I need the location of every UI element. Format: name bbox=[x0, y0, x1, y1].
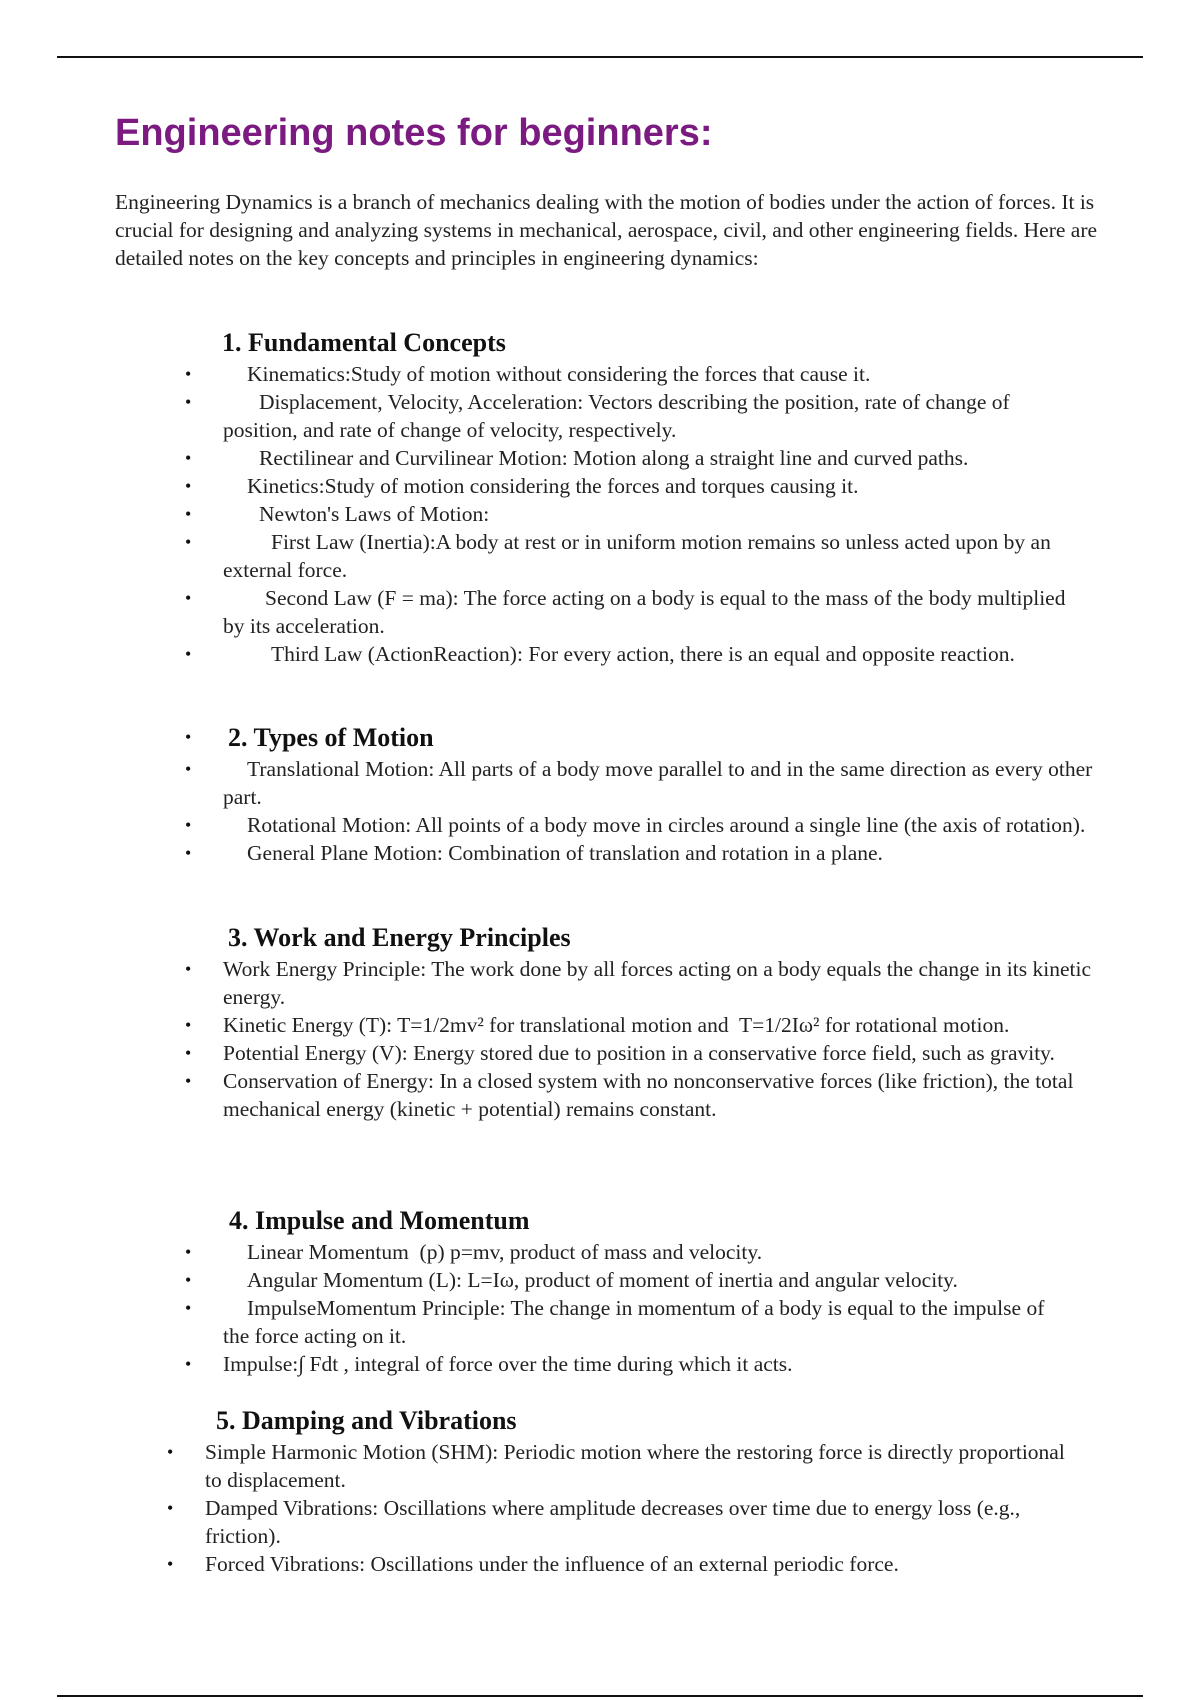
bullet: • bbox=[185, 843, 192, 863]
bullet: • bbox=[185, 364, 192, 384]
list-item bbox=[0, 955, 1200, 1011]
item-text: Rectilinear and Curvilinear Motion: Motion along a straight line and curved paths. bbox=[259, 446, 969, 470]
section-list bbox=[0, 755, 1200, 867]
bullet: • bbox=[185, 476, 192, 496]
section-list bbox=[0, 360, 1200, 668]
list-item bbox=[0, 584, 1200, 640]
section-title: 5. Damping and Vibrations bbox=[216, 1406, 517, 1435]
section-title: 1. Fundamental Concepts bbox=[222, 328, 506, 357]
list-item bbox=[0, 1494, 1200, 1550]
intro-paragraph: Engineering Dynamics is a branch of mechanics dealing with the motion of bodies under the action of forces. It is crucial for designing and analyzing systems in mechanical, aerospace, civil, and other engineering fields. Here are detailed notes on the key concepts and principles in engineering dynamics: bbox=[115, 190, 1098, 270]
bullet: • bbox=[185, 1043, 192, 1063]
item-text: Damped Vibrations: Oscillations where amplitude decreases over time due to energy loss (e.g., friction). bbox=[205, 1496, 1021, 1548]
item-text: Work Energy Principle: The work done by all forces acting on a body equals the change in its kinetic energy. bbox=[223, 957, 1091, 1009]
bullet: • bbox=[185, 392, 192, 412]
item-text: Angular Momentum (L): L=Iω, product of moment of inertia and angular velocity. bbox=[247, 1268, 958, 1292]
bullet: • bbox=[185, 532, 192, 552]
list-item bbox=[0, 500, 1200, 528]
bullet: • bbox=[185, 588, 192, 608]
list-item bbox=[0, 472, 1200, 500]
section-list bbox=[0, 955, 1200, 1123]
bullet: • bbox=[185, 1298, 192, 1318]
list-item bbox=[0, 755, 1200, 811]
item-text: Kinetics:Study of motion considering the forces and torques causing it. bbox=[247, 474, 859, 498]
item-text: Potential Energy (V): Energy stored due to position in a conservative force field, such as gravity. bbox=[223, 1041, 1055, 1065]
list-item bbox=[0, 1266, 1200, 1294]
item-text: First Law (Inertia):A body at rest or in uniform motion remains so unless acted upon by an external force. bbox=[223, 530, 1051, 582]
list-item bbox=[0, 1350, 1200, 1378]
list-item bbox=[0, 1039, 1200, 1067]
bullet: • bbox=[185, 504, 192, 524]
list-item bbox=[0, 1294, 1200, 1350]
section-title: 2. Types of Motion bbox=[228, 723, 434, 752]
item-text: Rotational Motion: All points of a body move in circles around a single line (the axis of rotation). bbox=[247, 813, 1086, 837]
section-list bbox=[0, 1438, 1200, 1578]
bullet: • bbox=[185, 815, 192, 835]
bullet: • bbox=[185, 644, 192, 664]
section-list bbox=[0, 1238, 1200, 1378]
bullet: • bbox=[185, 1071, 192, 1091]
list-item bbox=[0, 360, 1200, 388]
bullet: • bbox=[185, 727, 192, 747]
item-text: Newton's Laws of Motion: bbox=[259, 502, 490, 526]
item-text: General Plane Motion: Combination of translation and rotation in a plane. bbox=[247, 841, 883, 865]
bullet: • bbox=[167, 1498, 174, 1518]
section-title: 4. Impulse and Momentum bbox=[229, 1206, 530, 1235]
list-item bbox=[0, 811, 1200, 839]
section-title: 3. Work and Energy Principles bbox=[228, 923, 571, 952]
list-item bbox=[0, 839, 1200, 867]
item-text: Impulse:∫ Fdt , integral of force over the time during which it acts. bbox=[223, 1352, 793, 1376]
bullet: • bbox=[185, 448, 192, 468]
item-text: Displacement, Velocity, Acceleration: Vectors describing the position, rate of change of position, and rate of change of velocity, respectively. bbox=[223, 390, 1010, 442]
item-text: Third Law (ActionReaction): For every action, there is an equal and opposite reaction. bbox=[271, 642, 1015, 666]
item-text: ImpulseMomentum Principle: The change in momentum of a body is equal to the impulse of the force acting on it. bbox=[223, 1296, 1045, 1348]
item-text: Simple Harmonic Motion (SHM): Periodic motion where the restoring force is directly proportional to displacement. bbox=[205, 1440, 1065, 1492]
top-rule bbox=[57, 56, 1143, 58]
bullet: • bbox=[185, 759, 192, 779]
list-item bbox=[0, 444, 1200, 472]
bullet: • bbox=[167, 1554, 174, 1574]
item-text: Linear Momentum (p) p=mv, product of mass and velocity. bbox=[247, 1240, 763, 1264]
bullet: • bbox=[185, 1354, 192, 1374]
bullet: • bbox=[167, 1442, 174, 1462]
list-item bbox=[0, 1238, 1200, 1266]
page-title: Engineering notes for beginners: bbox=[115, 112, 713, 154]
item-text: Second Law (F = ma): The force acting on a body is equal to the mass of the body multiplied by its acceleration. bbox=[223, 586, 1066, 638]
list-item bbox=[0, 388, 1200, 444]
list-item bbox=[0, 640, 1200, 668]
bullet: • bbox=[185, 1015, 192, 1035]
bullet: • bbox=[185, 959, 192, 979]
item-text: Translational Motion: All parts of a body move parallel to and in the same direction as every other part. bbox=[223, 757, 1093, 809]
list-item bbox=[0, 1550, 1200, 1578]
item-text: Conservation of Energy: In a closed system with no nonconservative forces (like friction), the total mechanical energy (kinetic + potential) remains constant. bbox=[223, 1069, 1074, 1121]
bullet: • bbox=[185, 1242, 192, 1262]
item-text: Kinematics:Study of motion without considering the forces that cause it. bbox=[247, 362, 871, 386]
list-item bbox=[0, 1067, 1200, 1123]
list-item bbox=[0, 1438, 1200, 1494]
bullet: • bbox=[185, 1270, 192, 1290]
list-item bbox=[0, 528, 1200, 584]
list-item bbox=[0, 1011, 1200, 1039]
item-text: Kinetic Energy (T): T=1/2mv² for translational motion and T=1/2Iω² for rotational motion. bbox=[223, 1013, 1010, 1037]
bottom-rule bbox=[57, 1695, 1143, 1697]
item-text: Forced Vibrations: Oscillations under the influence of an external periodic force. bbox=[205, 1552, 899, 1576]
